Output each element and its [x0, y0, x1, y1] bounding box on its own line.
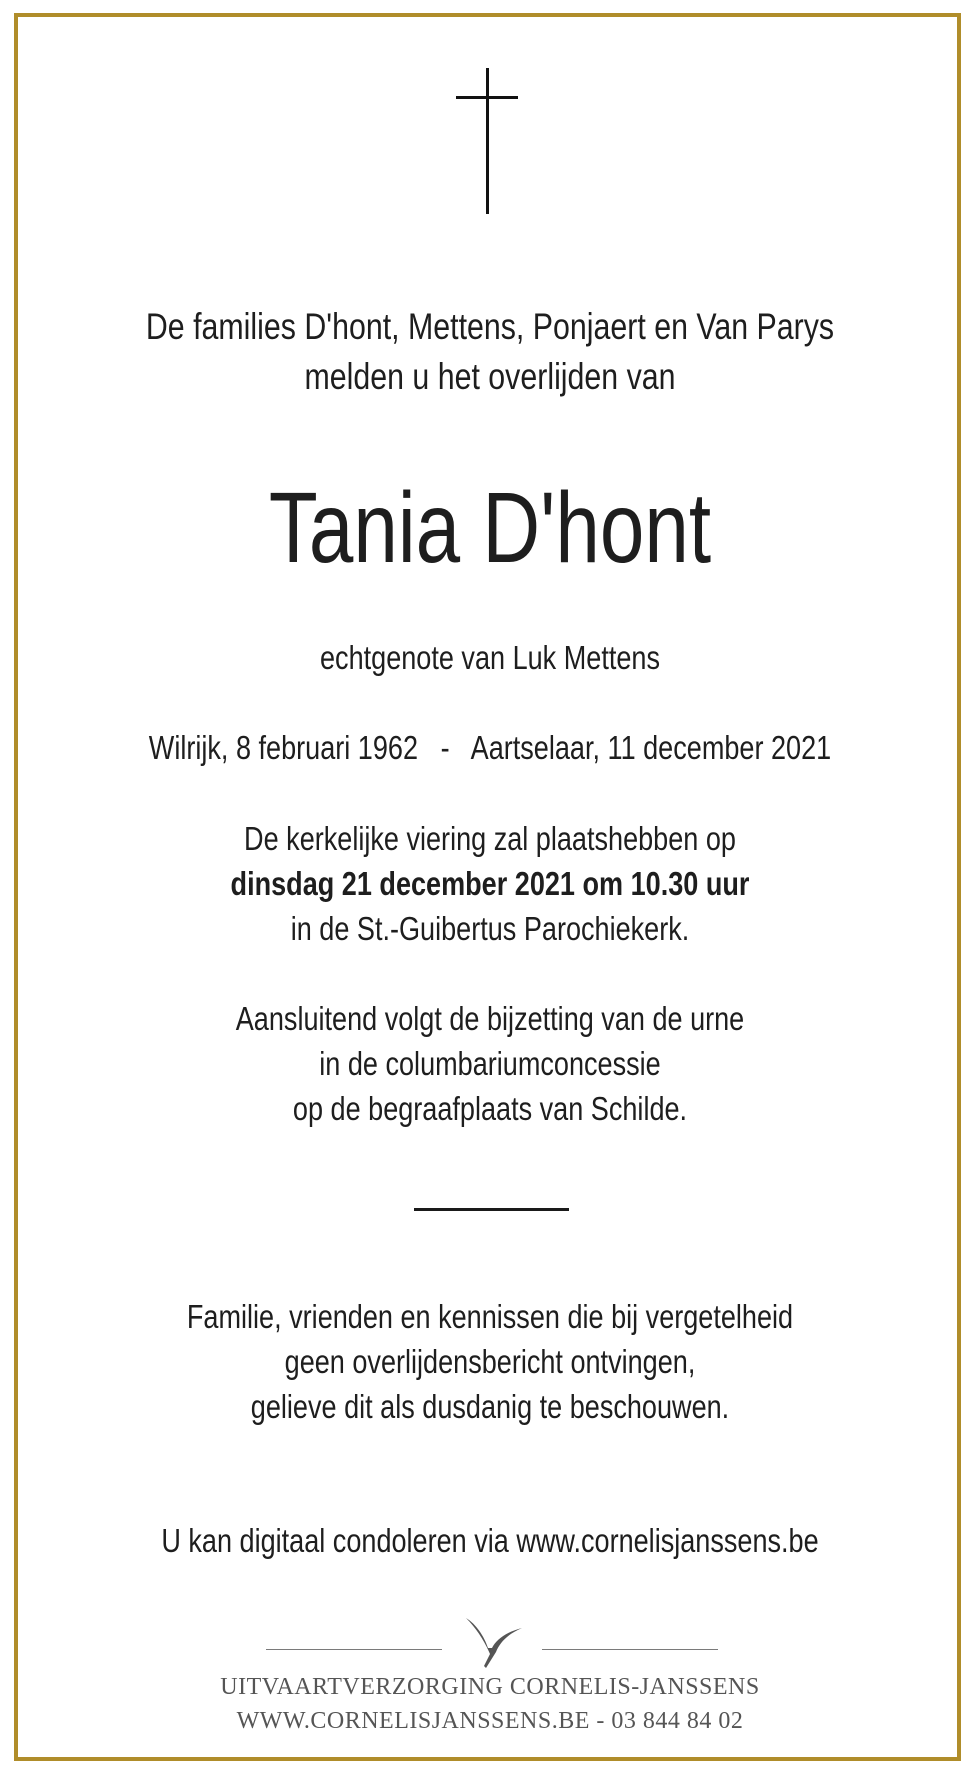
burial-line: Aansluitend volgt de bijzetting van de urne [235, 1000, 745, 1037]
deceased-name: Tania D'hont [268, 472, 712, 584]
notice-text [88, 1294, 892, 1429]
funeral-home-name: UITVAARTVERZORGING CORNELIS-JANSSENS [220, 1674, 760, 1700]
life-dates [88, 726, 892, 770]
death-date: Aartselaar, 11 december 2021 [470, 729, 832, 766]
condolence-line: U kan digitaal condoleren via www.cornelisjanssens.be [161, 1522, 819, 1559]
birth-date: Wilrijk, 8 februari 1962 [148, 729, 419, 766]
intro-line: melden u het overlijden van [304, 356, 676, 397]
footer-divider-left [266, 1649, 442, 1650]
funeral-home-contact: WWW.CORNELISJANSSENS.BE - 03 844 84 02 [236, 1708, 744, 1734]
date-separator: - [440, 729, 450, 766]
ceremony-datetime: dinsdag 21 december 2021 om 10.30 uur [230, 865, 750, 902]
spouse-line: echtgenote van Luk Mettens [320, 639, 660, 676]
burial-line: op de begraafplaats van Schilde. [292, 1090, 688, 1127]
notice-line: geen overlijdensbericht ontvingen, [284, 1343, 696, 1380]
ceremony-line: De kerkelijke viering zal plaatshebben op [244, 820, 736, 857]
footer-divider-right [542, 1649, 718, 1650]
burial-text [88, 996, 892, 1131]
bird-logo-icon [462, 1614, 528, 1670]
notice-line: gelieve dit als dusdanig te beschouwen. [250, 1388, 730, 1425]
notice-line: Familie, vrienden en kennissen die bij vergetelheid [186, 1298, 794, 1335]
burial-line: in de columbariumconcessie [319, 1045, 661, 1082]
intro-text [88, 302, 892, 402]
intro-line: De families D'hont, Mettens, Ponjaert en Van Parys [145, 306, 835, 347]
ceremony-line: in de St.-Guibertus Parochiekerk. [290, 910, 690, 947]
divider [414, 1208, 569, 1211]
cross-icon [456, 68, 520, 216]
ceremony-text [88, 816, 892, 951]
